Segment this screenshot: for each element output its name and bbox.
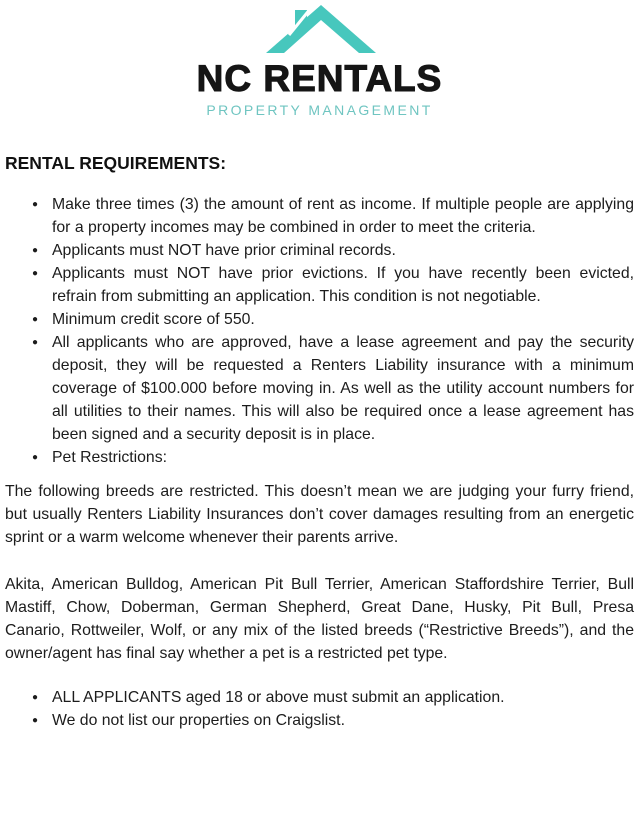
list-item-applicants-age: ● ALL APPLICANTS aged 18 or above must submit an application. [52, 686, 634, 709]
logo [5, 0, 634, 118]
page-title: RENTAL REQUIREMENTS: [5, 153, 227, 174]
list-item-evictions: ● Applicants must NOT have prior evictions. If you have recently been evicted, refrain from submitting an application. This condition is not negotiable. [52, 262, 634, 308]
house-roof-icon [264, 4, 376, 56]
logo-title: NC RENTALS [196, 58, 443, 99]
footer-list [5, 686, 634, 732]
list-item-credit-score: ● Minimum credit score of 550. [52, 308, 634, 331]
list-item-criminal-records: ● Applicants must NOT have prior criminal records. [52, 239, 634, 262]
restricted-breeds-intro: The following breeds are restricted. This doesn’t mean we are judging your furry friend, but usually Renters Liability Insurances don’t cover damages resulting from an energetic sprint or a warm welcome whenever their parents arrive. [5, 482, 634, 546]
restricted-breeds-list: Akita, American Bulldog, American Pit Bull Terrier, American Staffordshire Terrier, Bull Mastiff, Chow, Doberman, German Shepherd, Great Dane, Husky, Pit Bull, Presa Canario, Rottweiler, Wolf, or any mix of the listed breeds (“Restrictive Breeds”), and the owner/agent has final say whether a pet is a restricted pet type. [5, 575, 634, 662]
logo-subtitle: PROPERTY MANAGEMENT [206, 102, 433, 118]
list-item-craigslist: ● We do not list our properties on Craigslist. [52, 709, 634, 732]
list-item-liability-insurance: ● All applicants who are approved, have a lease agreement and pay the security deposit, they will be requested a Renters Liability insurance with a minimum coverage of $100.000 before moving in. As well as the utility account numbers for all utilities to their names. This will also be required once a lease agreement has been signed and a security deposit is in place. [52, 331, 634, 446]
requirements-list [5, 193, 634, 469]
list-item-income: ● Make three times (3) the amount of rent as income. If multiple people are applying for a property incomes may be combined in order to meet the criteria. [52, 193, 634, 239]
list-item-pet-restrictions: ● Pet Restrictions: [52, 446, 634, 469]
